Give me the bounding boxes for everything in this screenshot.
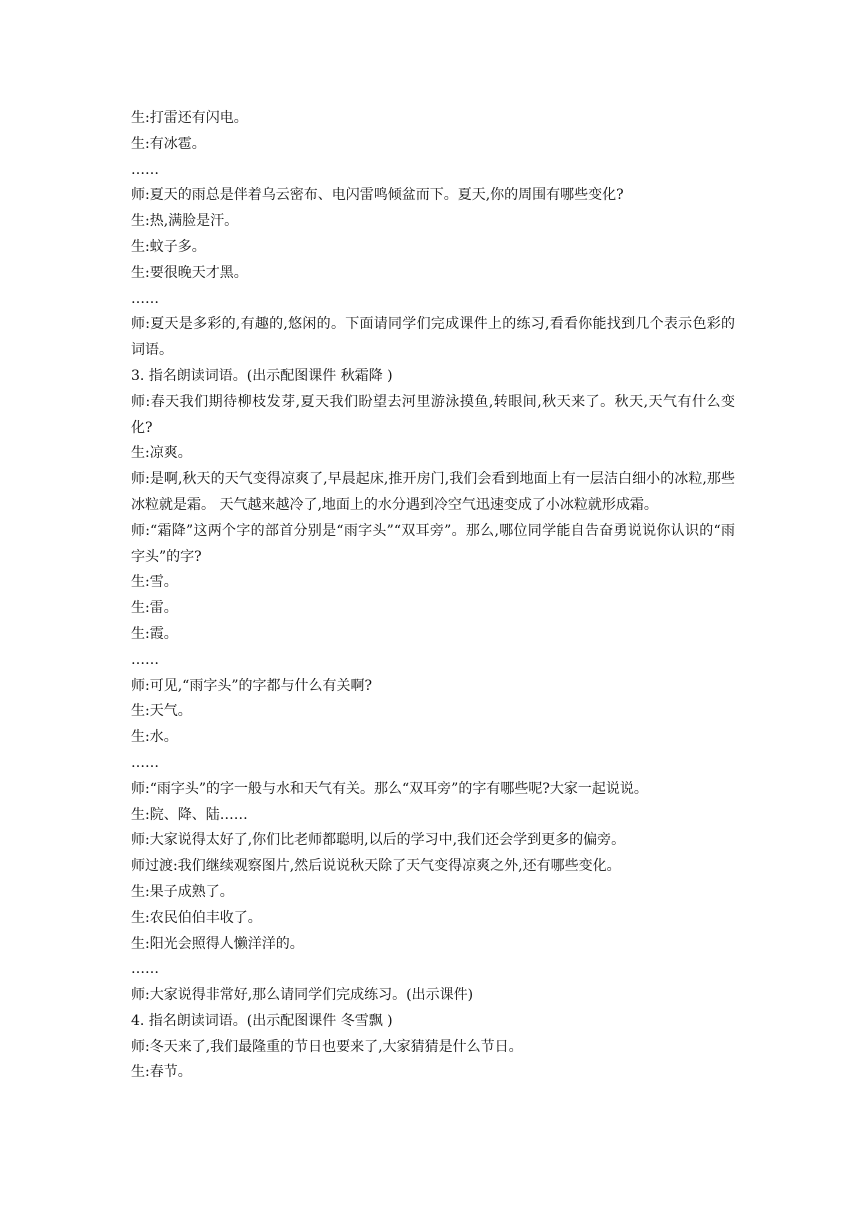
dialogue-line: 生:果子成熟了。 — [131, 883, 234, 900]
ellipsis-line: …… — [131, 161, 159, 178]
section-heading: 4. 指名朗读词语。(出示配图课件 冬雪飘 ) — [131, 1012, 393, 1029]
dialogue-line: 生:阳光会照得人懒洋洋的。 — [131, 935, 304, 952]
dialogue-line: 师:夏天是多彩的,有趣的,悠闲的。下面请同学们完成课件上的练习,看看你能找到几个表示色彩的词语。 — [131, 316, 735, 359]
dialogue-line: 师过渡:我们继续观察图片,然后说说秋天除了天气变得凉爽之外,还有哪些变化。 — [131, 858, 621, 875]
dialogue-line: 师:“霜降”这两个字的部首分别是“雨字头”“双耳旁”。那么,哪位同学能自告奋勇说说你认识的“雨字头”的字? — [131, 522, 735, 565]
dialogue-line: 师:春天我们期待柳枝发芽,夏天我们盼望去河里游泳摸鱼,转眼间,秋天来了。秋天,天气有什么变化? — [131, 393, 735, 436]
ellipsis-line: …… — [131, 651, 159, 668]
dialogue-line: 生:农民伯伯丰收了。 — [131, 909, 262, 926]
section-heading: 3. 指名朗读词语。(出示配图课件 秋霜降 ) — [131, 367, 393, 384]
dialogue-line: 生:春节。 — [131, 1064, 192, 1081]
dialogue-line: 生:要很晚天才黑。 — [131, 264, 248, 281]
dialogue-line: 师:夏天的雨总是伴着乌云密布、电闪雷鸣倾盆而下。夏天,你的周围有哪些变化? — [131, 187, 624, 204]
dialogue-line: 生:水。 — [131, 729, 178, 746]
ellipsis-line: …… — [131, 754, 159, 771]
dialogue-line: 生:院、降、陆…… — [131, 806, 248, 823]
dialogue-line: 师:是啊,秋天的天气变得凉爽了,早晨起床,推开房门,我们会看到地面上有一层洁白细小的冰粒,那些冰粒就是霜。 天气越来越冷了,地面上的水分遇到冷空气迅速变成了小冰粒就形成霜。 — [131, 471, 735, 513]
ellipsis-line: …… — [131, 290, 159, 307]
dialogue-line: 生:天气。 — [131, 703, 192, 720]
document-body — [131, 106, 735, 1086]
dialogue-line: 生:热,满脸是汗。 — [131, 213, 239, 230]
dialogue-line: 生:蚊子多。 — [131, 238, 206, 255]
ellipsis-line: …… — [131, 961, 159, 978]
dialogue-line: 生:霞。 — [131, 625, 178, 642]
dialogue-line: 生:雪。 — [131, 574, 178, 591]
dialogue-line: 师:大家说得非常好,那么请同学们完成练习。(出示课件) — [131, 987, 474, 1004]
dialogue-line: 生:有冰雹。 — [131, 135, 206, 152]
dialogue-line: 生:打雷还有闪电。 — [131, 110, 248, 126]
dialogue-line: 生:凉爽。 — [131, 445, 192, 462]
dialogue-line: 师:“雨字头”的字一般与水和天气有关。那么“双耳旁”的字有哪些呢?大家一起说说。 — [131, 780, 648, 797]
dialogue-line: 师:可见,“雨字头”的字都与什么有关啊? — [131, 677, 372, 694]
dialogue-line: 师:大家说得太好了,你们比老师都聪明,以后的学习中,我们还会学到更多的偏旁。 — [131, 832, 626, 849]
dialogue-line: 生:雷。 — [131, 600, 178, 617]
dialogue-line: 师:冬天来了,我们最隆重的节日也要来了,大家猜猜是什么节日。 — [131, 1038, 523, 1055]
